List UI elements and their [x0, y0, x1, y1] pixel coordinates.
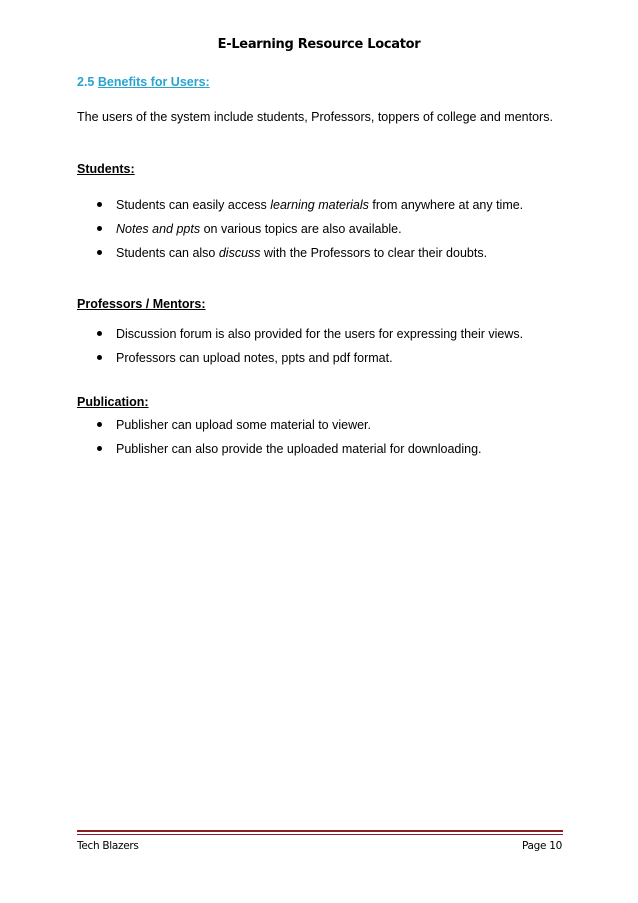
intro-paragraph: The users of the system include students, Professors, toppers of college and mentors.: [77, 110, 553, 124]
emphasis-text: discuss: [218, 246, 261, 260]
emphasis-text: learning materials: [270, 198, 369, 212]
bullet-icon: [97, 355, 102, 360]
bullet-icon: [97, 331, 102, 336]
footer-page-number: Page 10: [521, 840, 562, 852]
bullet-icon: [97, 202, 102, 207]
list-item: Students can easily access learning materials from anywhere at any time.: [0, 193, 523, 217]
publication-heading: Publication:: [77, 395, 149, 409]
footer-team-name: Tech Blazers: [77, 840, 139, 852]
bullet-icon: [97, 422, 102, 427]
section-title: Benefits for Users:: [97, 75, 210, 89]
list-item: Students can also discuss with the Professors to clear their doubts.: [0, 241, 523, 265]
section-heading: [77, 75, 210, 89]
list-item: Publisher can also provide the uploaded material for downloading.: [0, 437, 482, 461]
list-item: Professors can upload notes, ppts and pdf format.: [0, 346, 523, 370]
professors-heading: Professors / Mentors:: [77, 297, 206, 311]
list-item: Notes and ppts on various topics are also available.: [0, 217, 523, 241]
list-item: Discussion forum is also provided for the users for expressing their views.: [0, 322, 523, 346]
footer-divider-thin: [77, 834, 563, 835]
bullet-icon: [97, 446, 102, 451]
emphasis-text: Notes and ppts: [116, 222, 201, 236]
section-number: 2.5: [77, 75, 95, 89]
students-heading: Students:: [77, 162, 135, 176]
bullet-icon: [97, 226, 102, 231]
publication-list: [0, 413, 482, 461]
list-item: Publisher can upload some material to viewer.: [0, 413, 482, 437]
professors-list: [0, 322, 523, 370]
footer-divider: [77, 830, 563, 832]
bullet-icon: [97, 250, 102, 255]
students-list: [0, 193, 523, 265]
document-header-title: E-Learning Resource Locator: [217, 37, 421, 52]
